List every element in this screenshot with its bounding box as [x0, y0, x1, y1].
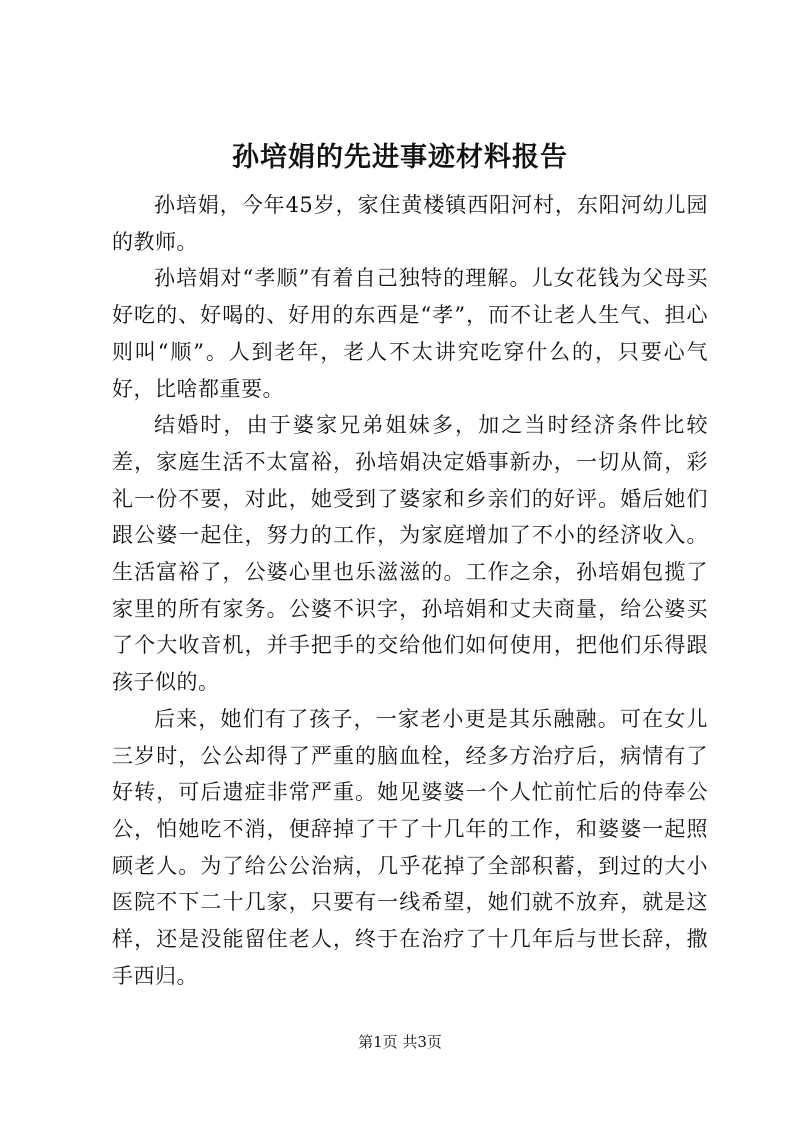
- document-body: [112, 187, 708, 994]
- paragraph-caregiving: 后来，她们有了孩子，一家老小更是其乐融融。可在女儿三岁时，公公却得了严重的脑血栓，经多方治疗后，病情有了好转，可后遗症非常严重。她见婆婆一个人忙前忙后的侍奉公公，怕她吃不消，便辞掉了干了十几年的工作，和婆婆一起照顾老人。为了给公公治病，几乎花掉了全部积蓄，到过的大小医院不下二十几家，只要有一线希望，她们就不放弃，就是这样，还是没能留住老人，终于在治疗了十几年后与世长辞，撒手西归。: [112, 706, 708, 988]
- paragraph-filial-piety: 孙培娟对“孝顺”有着自己独特的理解。儿女花钱为父母买好吃的、好喝的、好用的东西是“孝”，而不让老人生气、担心则叫“顺”。人到老年，老人不太讲究吃穿什么的，只要心气好，比啥都重要。: [112, 266, 708, 401]
- page-footer: 第1页 共3页: [358, 1033, 442, 1051]
- paragraph-intro: 孙培娟，今年45岁，家住黄楼镇西阳河村，东阳河幼儿园的教师。: [112, 193, 708, 254]
- document-title: 孙培娟的先进事迹材料报告: [232, 142, 568, 173]
- paragraph-marriage: 结婚时，由于婆家兄弟姐妹多，加之当时经济条件比较差，家庭生活不太富裕，孙培娟决定婚事新办，一切从简，彩礼一份不要，对此，她受到了婆家和乡亲们的好评。婚后她们跟公婆一起住，努力的工作，为家庭增加了不小的经济收入。生活富裕了，公婆心里也乐滋滋的。工作之余，孙培娟包揽了家里的所有家务。公婆不识字，孙培娟和丈夫商量，给公婆买了个大收音机，并手把手的交给他们如何使用，把他们乐得跟孩子似的。: [112, 413, 708, 695]
